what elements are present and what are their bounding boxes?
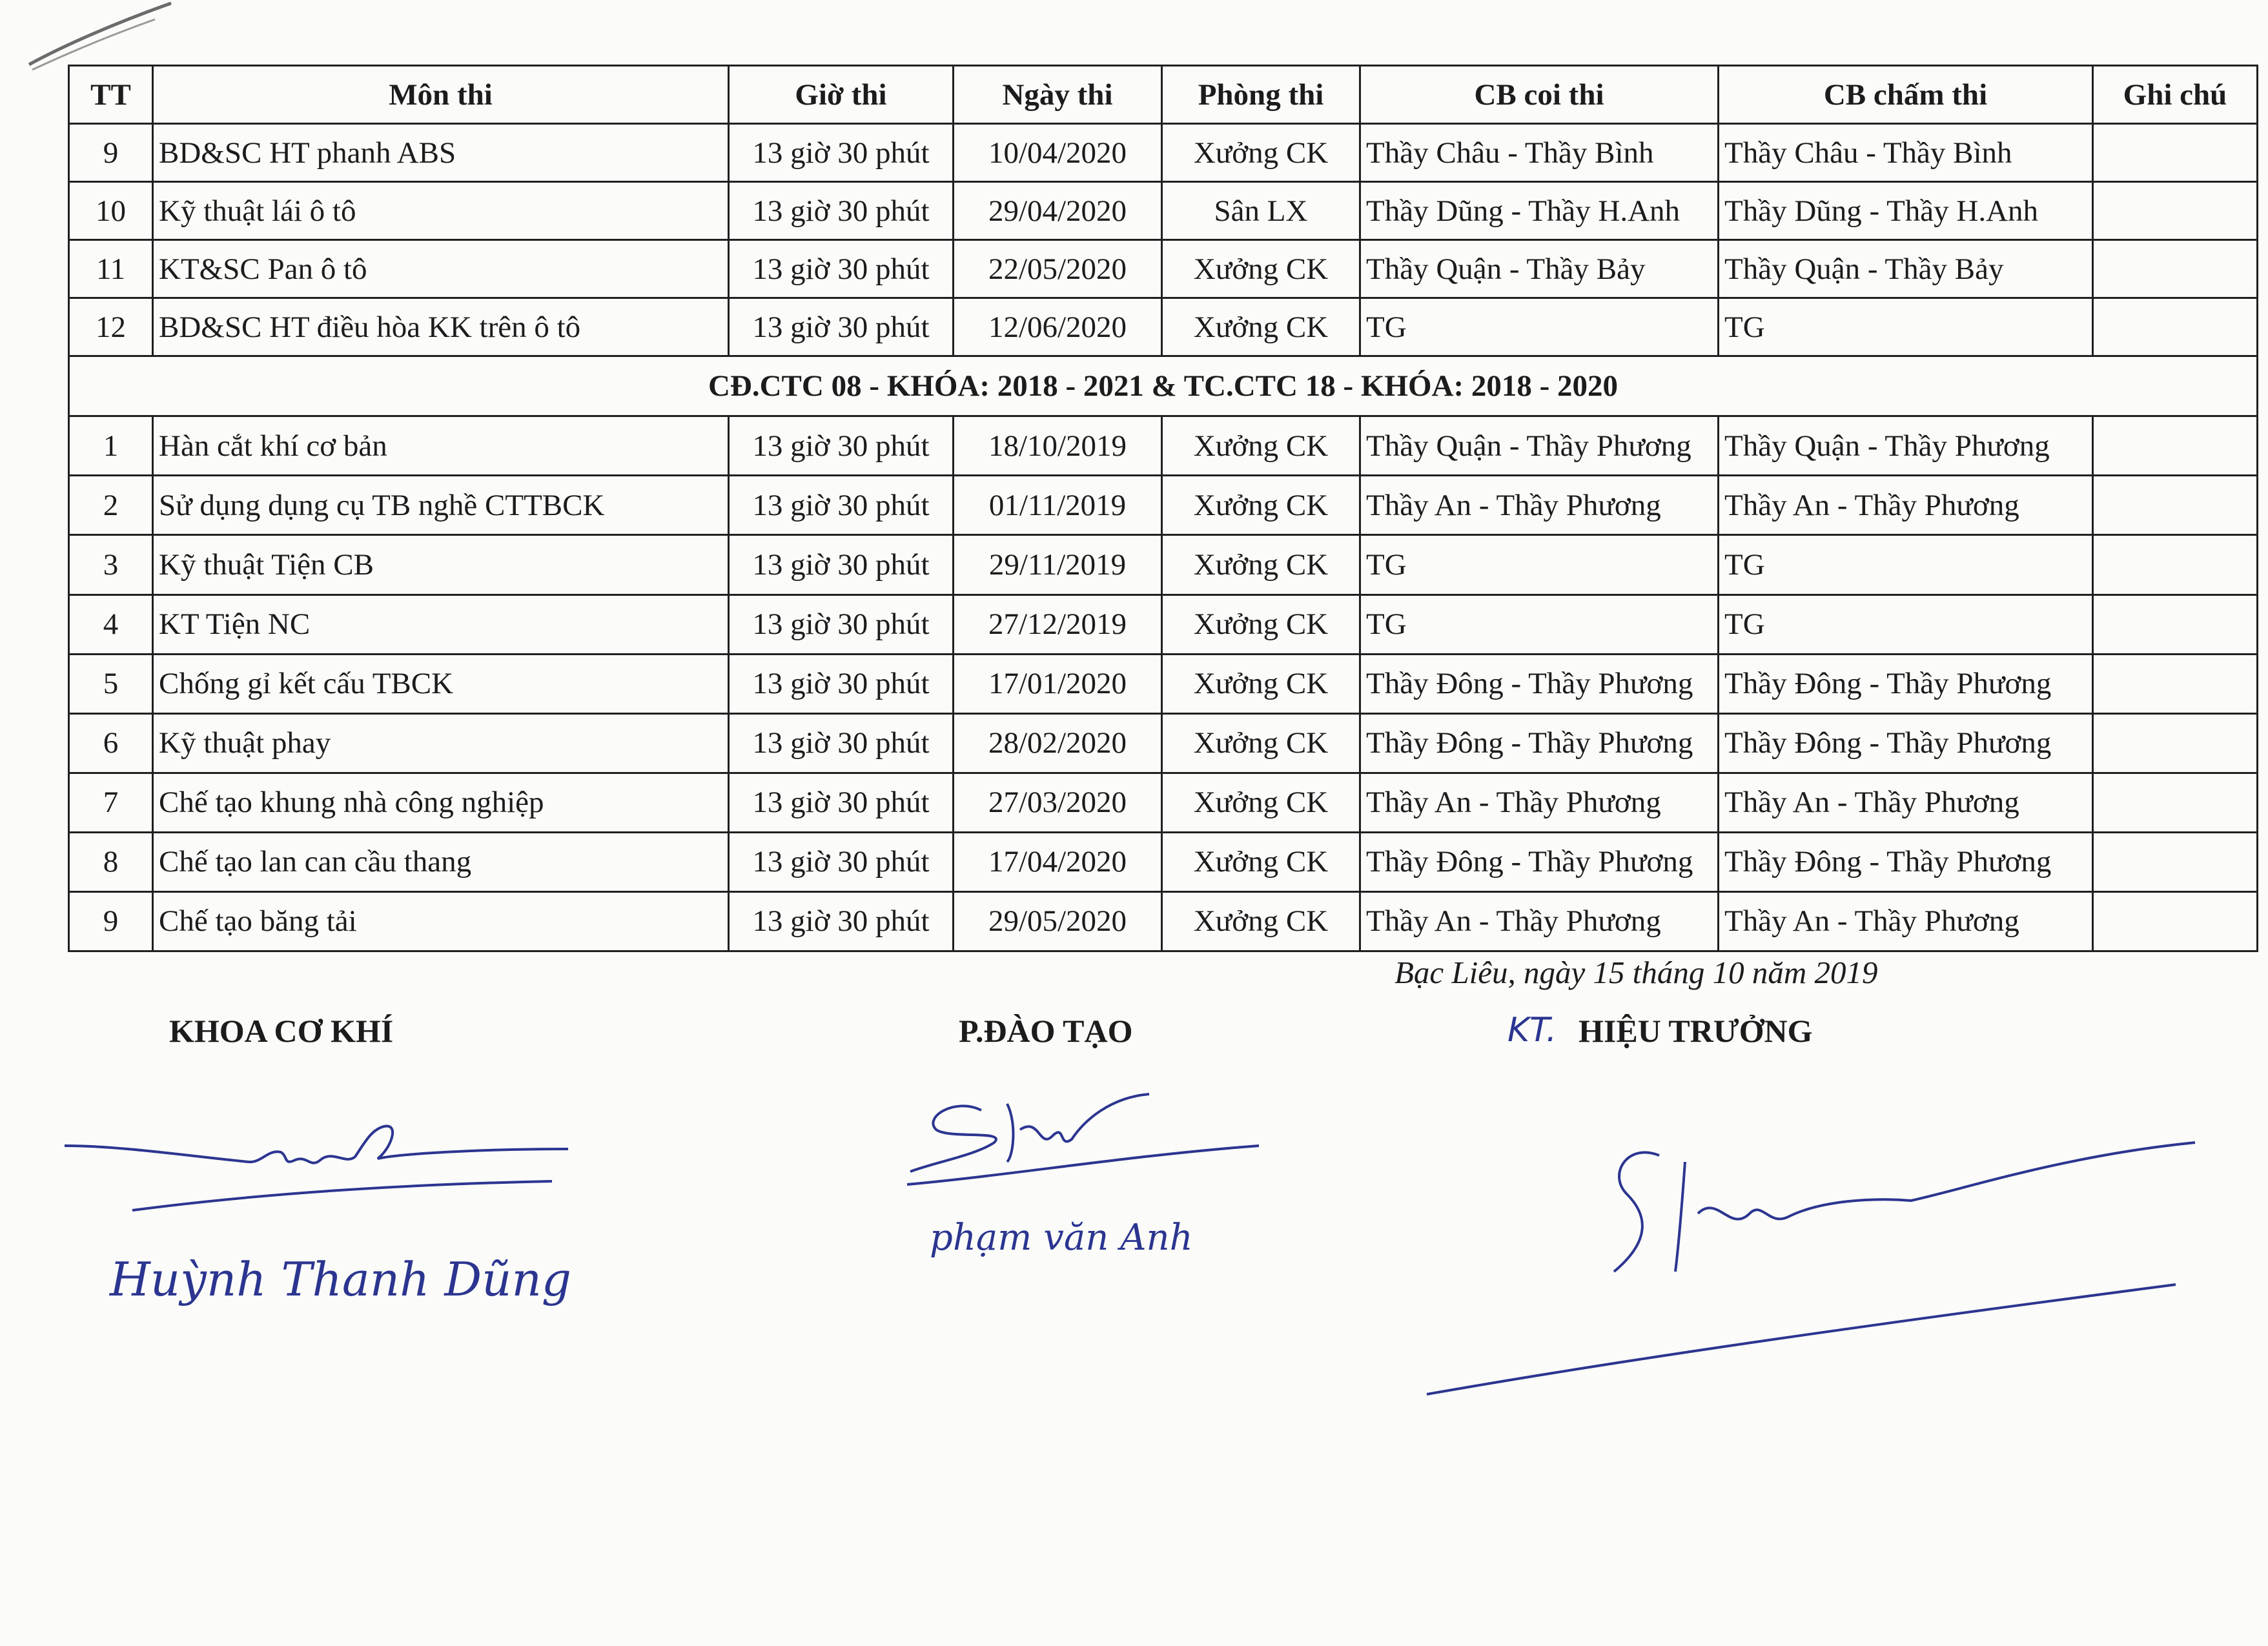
exam-date-cell: 18/10/2019 [954, 416, 1162, 476]
exam-date-cell: 27/03/2020 [954, 773, 1162, 832]
grader-cell: Thầy An - Thầy Phương [1719, 891, 2093, 951]
grader-cell: Thầy An - Thầy Phương [1719, 476, 2093, 535]
exam-time-cell: 13 giờ 30 phút [729, 773, 954, 832]
signing-date-line: Bạc Liêu, ngày 15 tháng 10 năm 2019 [1395, 955, 1878, 990]
subject-cell: BD&SC HT phanh ABS [153, 124, 729, 182]
exam-room-cell: Xưởng CK [1162, 535, 1360, 594]
proctor-cell: TG [1360, 594, 1719, 654]
row-number: 8 [69, 832, 153, 891]
proctor-cell: Thầy Châu - Thầy Bình [1360, 124, 1719, 182]
row-number: 11 [69, 240, 153, 298]
exam-time-cell: 13 giờ 30 phút [729, 891, 954, 951]
exam-time-cell: 13 giờ 30 phút [729, 240, 954, 298]
table-row [69, 476, 2258, 535]
note-cell [2093, 713, 2258, 773]
subject-cell: KT Tiện NC [153, 594, 729, 654]
exam-time-cell: 13 giờ 30 phút [729, 535, 954, 594]
note-cell [2093, 124, 2258, 182]
exam-date-cell: 01/11/2019 [954, 476, 1162, 535]
subject-cell: Kỹ thuật lái ô tô [153, 182, 729, 240]
row-number: 4 [69, 594, 153, 654]
exam-time-cell: 13 giờ 30 phút [729, 476, 954, 535]
training-office-signature [897, 1059, 1272, 1207]
exam-room-cell: Xưởng CK [1162, 891, 1360, 951]
subject-cell: Kỹ thuật Tiện CB [153, 535, 729, 594]
exam-time-cell: 13 giờ 30 phút [729, 832, 954, 891]
exam-room-cell: Xưởng CK [1162, 298, 1360, 356]
section-header [69, 356, 2258, 416]
row-number: 9 [69, 891, 153, 951]
subject-cell: Kỹ thuật phay [153, 713, 729, 773]
grader-cell: Thầy Đông - Thầy Phương [1719, 832, 2093, 891]
department-signer-name: Huỳnh Thanh Dũng [110, 1252, 571, 1306]
note-cell [2093, 832, 2258, 891]
exam-room-cell: Sân LX [1162, 182, 1360, 240]
header-time: Giờ thi [729, 66, 954, 124]
subject-cell: Chế tạo khung nhà công nghiệp [153, 773, 729, 832]
proctor-cell: TG [1360, 298, 1719, 356]
subject-cell: Chế tạo lan can cầu thang [153, 832, 729, 891]
proctor-cell: Thầy Đông - Thầy Phương [1360, 832, 1719, 891]
exam-room-cell: Xưởng CK [1162, 240, 1360, 298]
section-row [69, 356, 2258, 416]
exam-time-cell: 13 giờ 30 phút [729, 416, 954, 476]
exam-date-cell: 29/05/2020 [954, 891, 1162, 951]
note-cell [2093, 476, 2258, 535]
principal-signer-title: HIỆU TRƯỞNG [1578, 1013, 1813, 1049]
table-row [69, 535, 2258, 594]
header-tt: TT [69, 66, 153, 124]
exam-date-cell: 12/06/2020 [954, 298, 1162, 356]
table-row [69, 298, 2258, 356]
exam-time-cell: 13 giờ 30 phút [729, 124, 954, 182]
grader-cell: Thầy Quận - Thầy Phương [1719, 416, 2093, 476]
grader-cell: Thầy Châu - Thầy Bình [1719, 124, 2093, 182]
subject-cell: BD&SC HT điều hòa KK trên ô tô [153, 298, 729, 356]
row-number: 10 [69, 182, 153, 240]
training-office-signer-name: phạm văn Anh [930, 1217, 1193, 1259]
exam-room-cell: Xưởng CK [1162, 416, 1360, 476]
exam-room-cell: Xưởng CK [1162, 654, 1360, 713]
proctor-cell: Thầy Đông - Thầy Phương [1360, 654, 1719, 713]
exam-date-cell: 17/01/2020 [954, 654, 1162, 713]
principal-signature [1420, 1136, 2208, 1407]
proctor-cell: Thầy An - Thầy Phương [1360, 891, 1719, 951]
row-number: 12 [69, 298, 153, 356]
principal-prefix: KT. [1507, 1011, 1557, 1050]
note-cell [2093, 654, 2258, 713]
exam-room-cell: Xưởng CK [1162, 713, 1360, 773]
exam-room-cell: Xưởng CK [1162, 124, 1360, 182]
note-cell [2093, 891, 2258, 951]
exam-date-cell: 10/04/2020 [954, 124, 1162, 182]
header-proctor: CB coi thi [1360, 66, 1719, 124]
row-number: 7 [69, 773, 153, 832]
grader-cell: Thầy Dũng - Thầy H.Anh [1719, 182, 2093, 240]
department-signature [61, 1084, 578, 1233]
row-number: 6 [69, 713, 153, 773]
exam-date-cell: 28/02/2020 [954, 713, 1162, 773]
header-date: Ngày thi [954, 66, 1162, 124]
subject-cell: Chế tạo băng tải [153, 891, 729, 951]
row-number: 2 [69, 476, 153, 535]
exam-time-cell: 13 giờ 30 phút [729, 182, 954, 240]
table-header-row [69, 66, 2258, 124]
table-row [69, 773, 2258, 832]
row-number: 9 [69, 124, 153, 182]
table-row [69, 654, 2258, 713]
department-signer-title: KHOA CƠ KHÍ [169, 1013, 394, 1049]
header-note: Ghi chú [2093, 66, 2258, 124]
grader-cell: TG [1719, 298, 2093, 356]
proctor-cell: Thầy Dũng - Thầy H.Anh [1360, 182, 1719, 240]
proctor-cell: Thầy An - Thầy Phương [1360, 476, 1719, 535]
subject-cell: Hàn cắt khí cơ bản [153, 416, 729, 476]
exam-room-cell: Xưởng CK [1162, 832, 1360, 891]
row-number: 5 [69, 654, 153, 713]
grader-cell: Thầy An - Thầy Phương [1719, 773, 2093, 832]
scan-edge-mark [26, 0, 174, 71]
table-row [69, 240, 2258, 298]
exam-schedule-table [68, 65, 2258, 952]
subject-cell: KT&SC Pan ô tô [153, 240, 729, 298]
proctor-cell: Thầy Đông - Thầy Phương [1360, 713, 1719, 773]
table-row [69, 594, 2258, 654]
grader-cell: TG [1719, 594, 2093, 654]
exam-date-cell: 29/11/2019 [954, 535, 1162, 594]
header-subject: Môn thi [153, 66, 729, 124]
table-row [69, 182, 2258, 240]
section-title: CĐ.CTC 08 - KHÓA: 2018 - 2021 & TC.CTC 18 - KHÓA: 2018 - 2020 [69, 356, 2258, 416]
note-cell [2093, 416, 2258, 476]
exam-room-cell: Xưởng CK [1162, 476, 1360, 535]
exam-date-cell: 29/04/2020 [954, 182, 1162, 240]
table-row [69, 891, 2258, 951]
note-cell [2093, 182, 2258, 240]
group1-rows [69, 124, 2258, 356]
grader-cell: Thầy Đông - Thầy Phương [1719, 654, 2093, 713]
grader-cell: Thầy Đông - Thầy Phương [1719, 713, 2093, 773]
row-number: 1 [69, 416, 153, 476]
subject-cell: Sử dụng dụng cụ TB nghề CTTBCK [153, 476, 729, 535]
note-cell [2093, 594, 2258, 654]
exam-time-cell: 13 giờ 30 phút [729, 713, 954, 773]
exam-date-cell: 17/04/2020 [954, 832, 1162, 891]
exam-time-cell: 13 giờ 30 phút [729, 298, 954, 356]
note-cell [2093, 298, 2258, 356]
grader-cell: Thầy Quận - Thầy Bảy [1719, 240, 2093, 298]
grader-cell: TG [1719, 535, 2093, 594]
table-row [69, 713, 2258, 773]
table-row [69, 832, 2258, 891]
subject-cell: Chống gỉ kết cấu TBCK [153, 654, 729, 713]
training-office-signer-title: P.ĐÀO TẠO [959, 1013, 1133, 1049]
table-row [69, 416, 2258, 476]
group2-rows [69, 416, 2258, 951]
exam-room-cell: Xưởng CK [1162, 773, 1360, 832]
table-row [69, 124, 2258, 182]
proctor-cell: Thầy Quận - Thầy Phương [1360, 416, 1719, 476]
note-cell [2093, 773, 2258, 832]
header-room: Phòng thi [1162, 66, 1360, 124]
proctor-cell: Thầy An - Thầy Phương [1360, 773, 1719, 832]
row-number: 3 [69, 535, 153, 594]
exam-date-cell: 27/12/2019 [954, 594, 1162, 654]
note-cell [2093, 535, 2258, 594]
exam-room-cell: Xưởng CK [1162, 594, 1360, 654]
proctor-cell: Thầy Quận - Thầy Bảy [1360, 240, 1719, 298]
exam-time-cell: 13 giờ 30 phút [729, 654, 954, 713]
header-grader: CB chấm thi [1719, 66, 2093, 124]
note-cell [2093, 240, 2258, 298]
proctor-cell: TG [1360, 535, 1719, 594]
exam-date-cell: 22/05/2020 [954, 240, 1162, 298]
exam-time-cell: 13 giờ 30 phút [729, 594, 954, 654]
